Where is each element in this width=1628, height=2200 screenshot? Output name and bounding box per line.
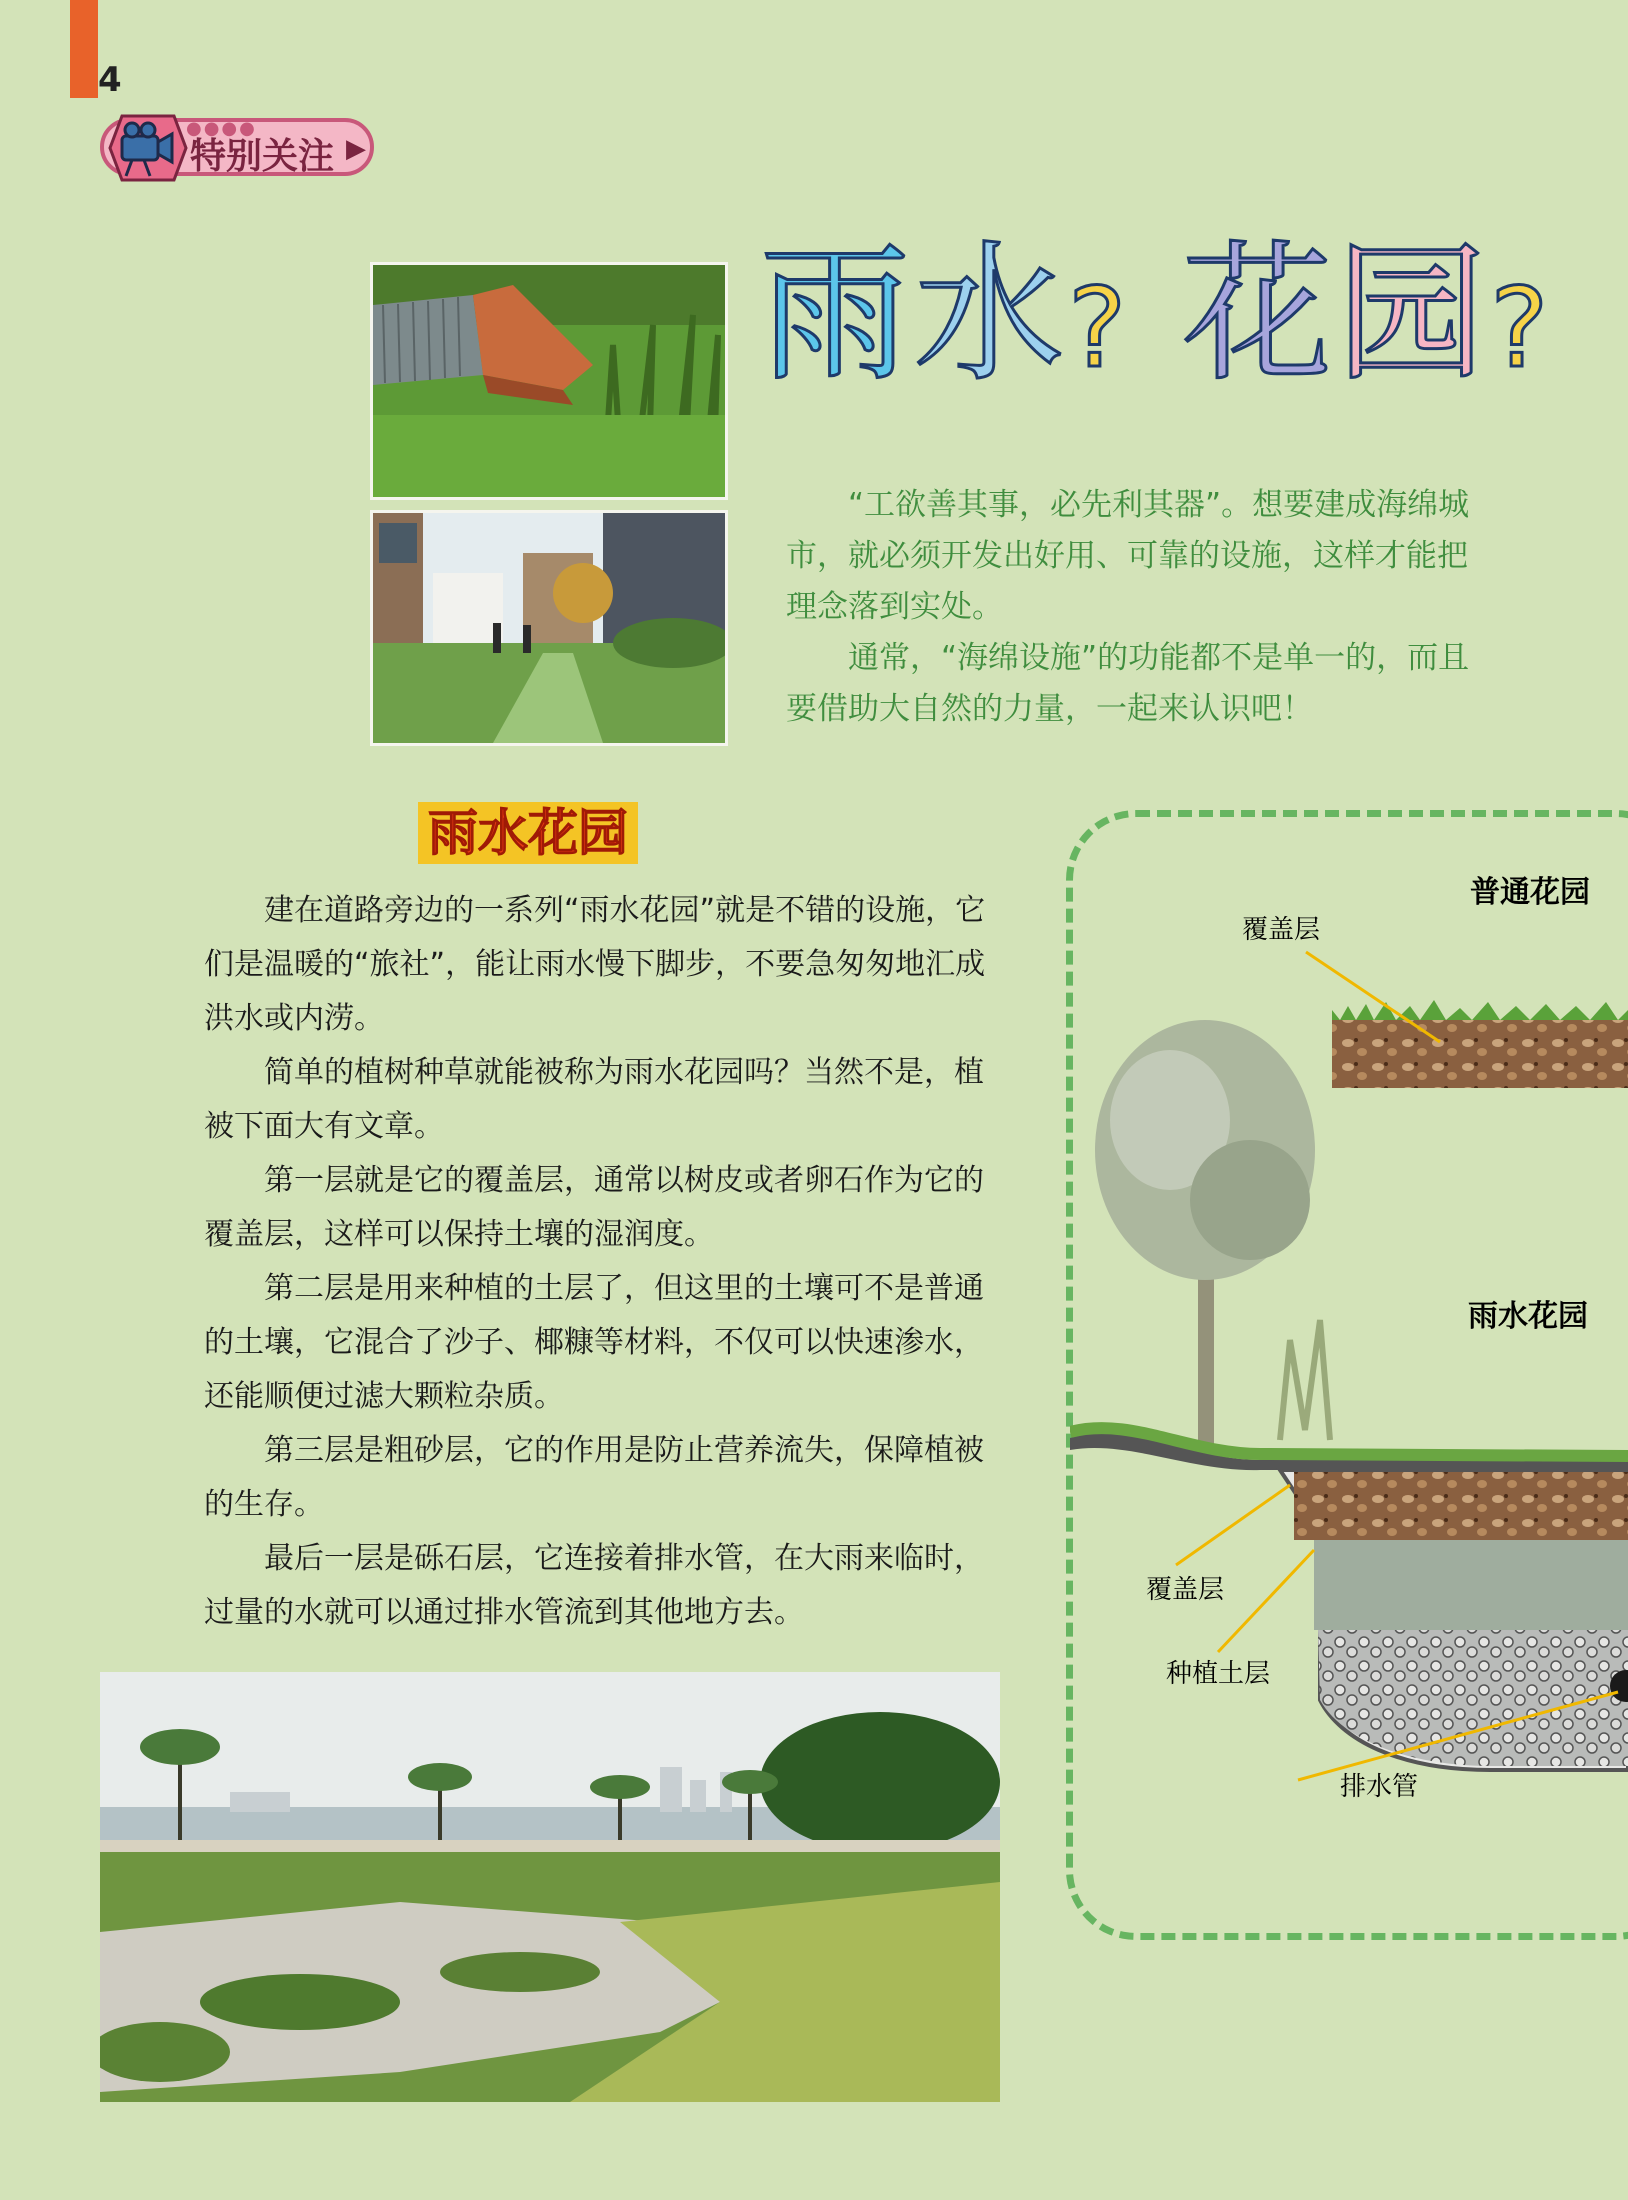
diagram-label-cover: 覆盖层: [1146, 1575, 1225, 1605]
diagram-label-normal-cover: 覆盖层: [1242, 915, 1321, 945]
title-char: 水: [914, 228, 1069, 402]
intro-text: [786, 480, 1496, 735]
tree-illustration: [1095, 1020, 1330, 1450]
body-paragraph: 第二层是用来种植的土层了，但这里的土壤可不是普通的土壤，它混合了沙子、椰糠等材料，不仅可以快速渗水，还能顺便过滤大颗粒杂质。: [204, 1271, 984, 1414]
section-heading: 雨水花园: [418, 802, 638, 864]
intro-paragraph: “工欲善其事，必先利其器”。想要建成海绵城市，就必须开发出好用、可靠的设施，这样才能把理念落到实处。: [786, 487, 1470, 625]
diagram-label-soil: 种植土层: [1166, 1659, 1271, 1689]
diagram-title-rain: 雨水花园: [1468, 1299, 1588, 1334]
badge-dots: ●●●●: [186, 118, 257, 139]
photo-riverside-rain-garden: [100, 1672, 1000, 2102]
photo-garden-path: [370, 510, 728, 746]
diagram-title-normal: 普通花园: [1470, 875, 1590, 910]
title-char: ?: [1490, 264, 1553, 392]
video-camera-icon: [108, 112, 188, 184]
title-char: ?: [1068, 264, 1131, 392]
body-text: [204, 884, 1004, 1640]
title-char: 雨: [760, 228, 915, 402]
title-char: 园: [1336, 228, 1491, 402]
rain-garden-diagram: [1070, 820, 1628, 1930]
page-number-strip: [70, 0, 98, 98]
badge-arrow-icon: ▶: [346, 134, 366, 164]
body-paragraph: 简单的植树种草就能被称为雨水花园吗？当然不是，植被下面大有文章。: [204, 1055, 984, 1144]
body-paragraph: 第一层就是它的覆盖层，通常以树皮或者卵石作为它的覆盖层，这样可以保持土壤的湿润度。: [204, 1163, 984, 1252]
diagram-label-drainpipe: 排水管: [1340, 1772, 1419, 1802]
page-number: 4: [98, 60, 122, 100]
photo-drain-grate: [370, 262, 728, 500]
intro-paragraph: 通常，“海绵设施”的功能都不是单一的，而且要借助大自然的力量，一起来认识吧！: [786, 640, 1470, 727]
body-paragraph: 建在道路旁边的一系列“雨水花园”就是不错的设施，它们是温暖的“旅社”，能让雨水慢下脚步，不要急匆匆地汇成洪水或内涝。: [204, 893, 986, 1036]
body-paragraph: 最后一层是砾石层，它连接着排水管，在大雨来临时，过量的水就可以通过排水管流到其他地方去。: [204, 1541, 984, 1630]
body-paragraph: 第三层是粗砂层，它的作用是防止营养流失，保障植被的生存。: [204, 1433, 984, 1522]
title-char: 花: [1182, 228, 1337, 402]
main-title: [760, 228, 1553, 402]
badge-label: 特别关注: [190, 136, 335, 177]
